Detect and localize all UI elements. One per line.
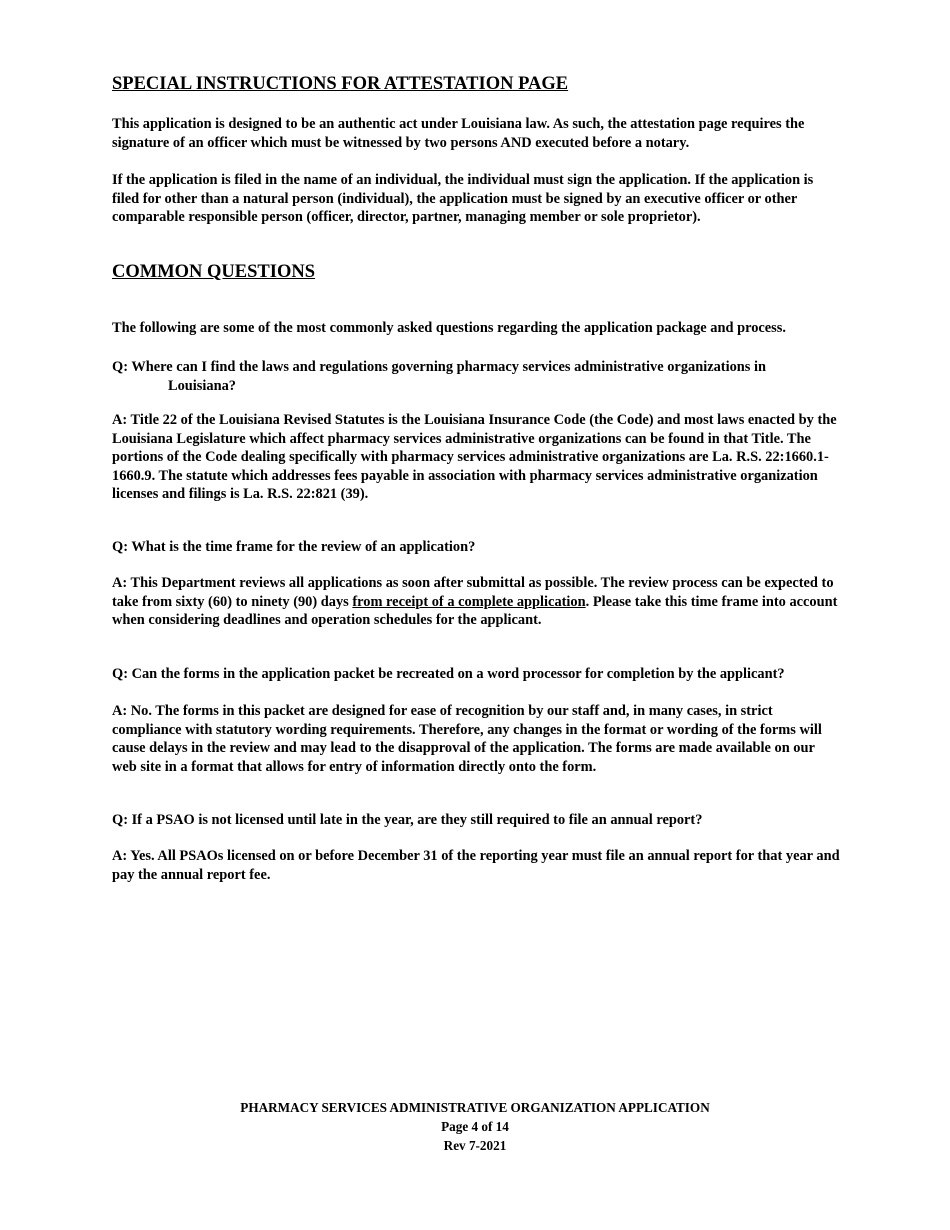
answer-2-text-start: A: This Department reviews all applications as soon after submittal as possible. The review process can be expected to take from sixty (60) to ninety (90) days [112, 575, 834, 610]
footer-revision: Rev 7-2021 [443, 1138, 507, 1153]
question-3: Q: Can the forms in the application packet be recreated on a word processor for completion by the applicant? [112, 666, 785, 682]
attestation-paragraph-1: This application is designed to be an authentic act under Louisiana law. As such, the attestation page requires the signature of an officer which must be witnessed by two persons AND executed before a notary. [112, 116, 805, 151]
question-2: Q: What is the time frame for the review of an application? [112, 539, 476, 555]
common-questions-intro: The following are some of the most commonly asked questions regarding the application package and process. [112, 320, 786, 336]
attestation-heading: SPECIAL INSTRUCTIONS FOR ATTESTATION PAGE [112, 74, 569, 94]
footer-title: PHARMACY SERVICES ADMINISTRATIVE ORGANIZATION APPLICATION [240, 1100, 710, 1115]
answer-1: A: Title 22 of the Louisiana Revised Statutes is the Louisiana Insurance Code (the Code) and most laws enacted by the Louisiana Legislature which affect pharmacy services administrative organizations can be found in that Title. The portions of the Code dealing specifically with pharmacy services administrative organizations are La. R.S. 22:1660.1-1660.9. The statute which addresses fees payable in association with pharmacy services administrative organization licenses and filings is La. R.S. 22:821 (39). [112, 412, 837, 502]
answer-3: A: No. The forms in this packet are designed for ease of recognition by our staff and, in many cases, in strict compliance with statutory wording requirements. Therefore, any changes in the format or wording of the forms will cause delays in the review and may lead to the disapproval of the application. The forms are made available on our web site in a format that allows for entry of information directly onto the form. [112, 703, 822, 775]
question-1 [112, 358, 842, 395]
question-4: Q: If a PSAO is not licensed until late in the year, are they still required to file an annual report? [112, 812, 703, 828]
common-questions-heading: COMMON QUESTIONS [112, 262, 316, 282]
page-footer [0, 1098, 950, 1155]
answer-2-underlined-text: from receipt of a complete application [352, 593, 586, 610]
question-1-line-1: Q: Where can I find the laws and regulations governing pharmacy services administrative organizations in [112, 359, 766, 375]
attestation-paragraph-2: If the application is filed in the name of an individual, the individual must sign the application. If the application is filed for other than a natural person (individual), the application must be signed by an executive officer or other comparable responsible person (officer, director, partner, managing member or sole proprietor). [112, 172, 814, 225]
answer-2-text-end: . Please take this time frame into account when considering deadlines and operation schedules for the applicant. [112, 593, 838, 628]
answer-2 [112, 574, 842, 630]
question-1-line-2: Louisiana? [168, 377, 236, 394]
footer-page-number: Page 4 of 14 [441, 1119, 509, 1134]
answer-4: A: Yes. All PSAOs licensed on or before December 31 of the reporting year must file an annual report for that year and pay the annual report fee. [112, 848, 840, 883]
